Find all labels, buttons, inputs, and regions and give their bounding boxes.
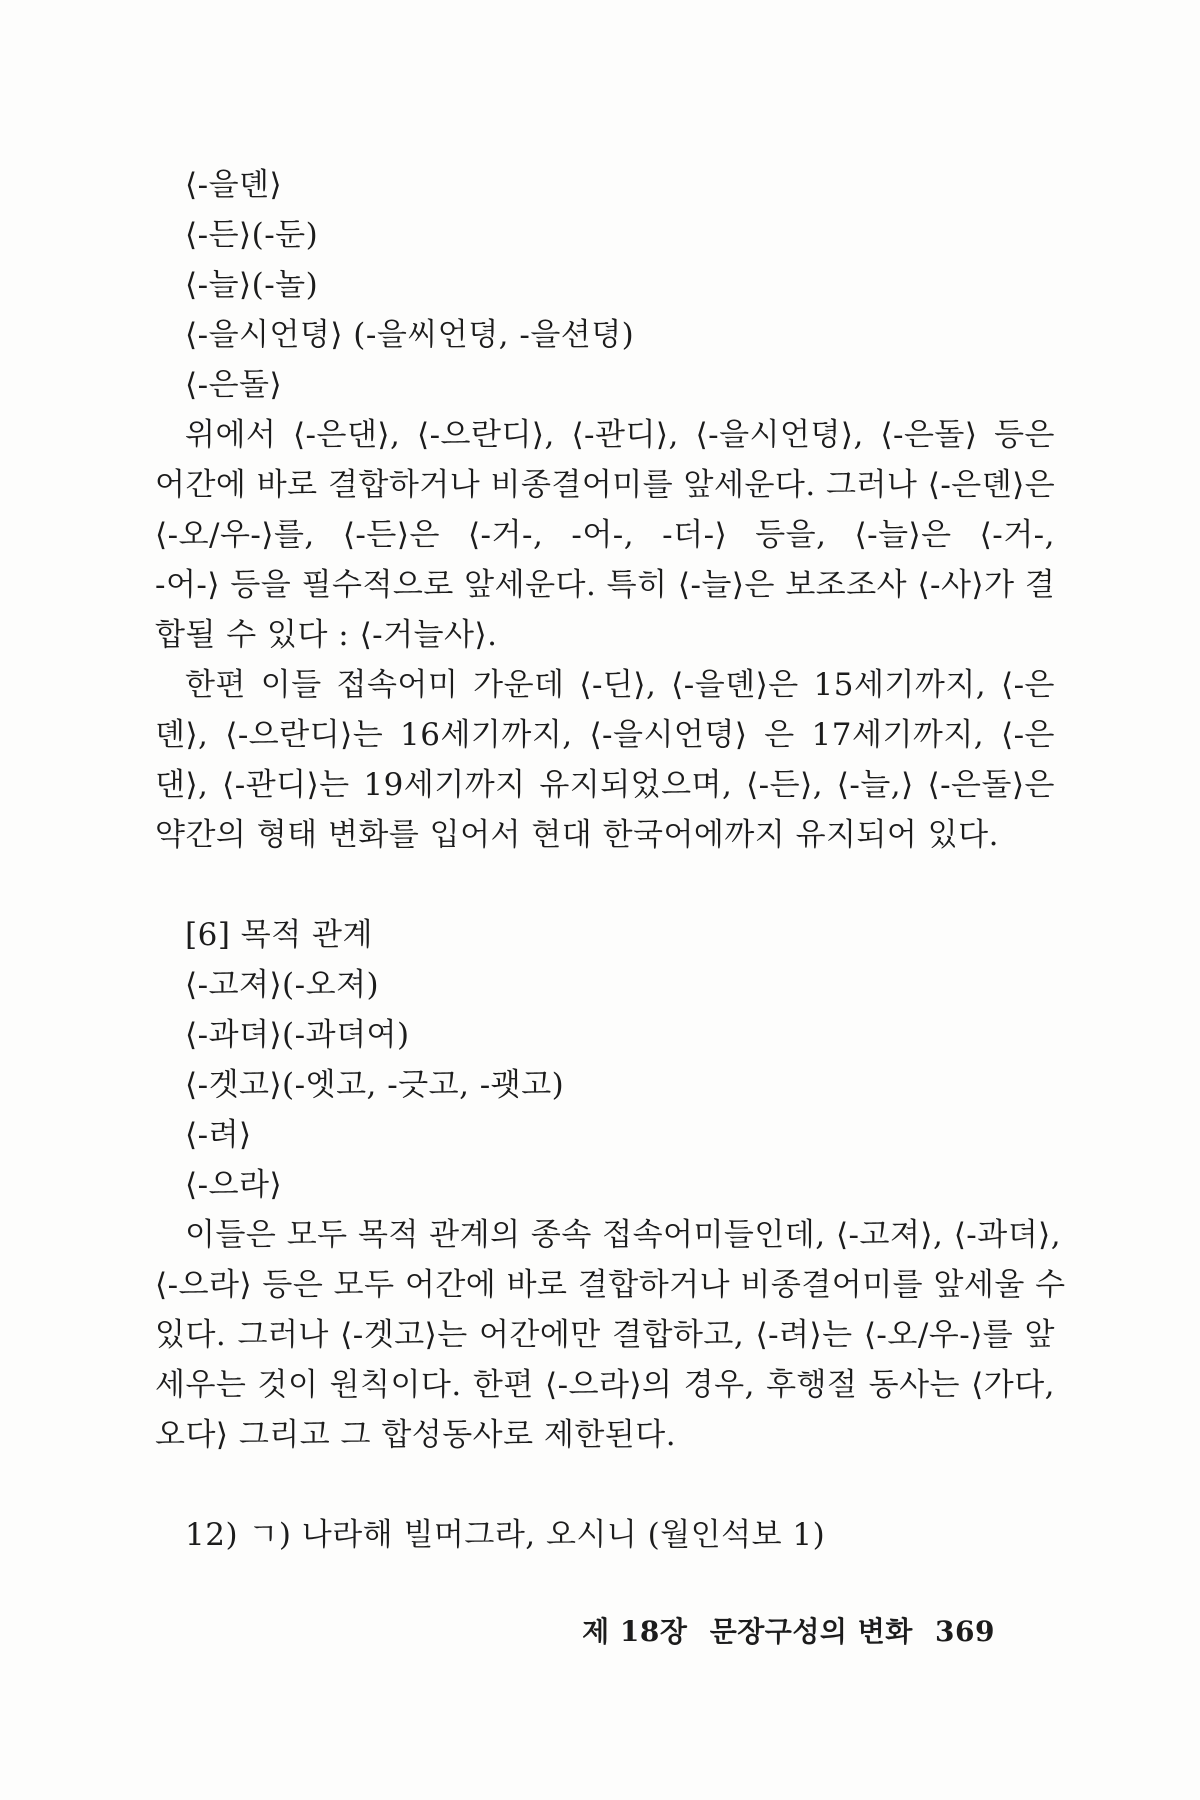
paragraph-line: 한편 이들 접속어미 가운데 ⟨-딘⟩, ⟨-을뎬⟩은 15세기까지, ⟨-은: [185, 667, 1055, 703]
paragraph-line: 댄⟩, ⟨-관디⟩는 19세기까지 유지되었으며, ⟨-든⟩, ⟨-늘,⟩ ⟨-은돌⟩은: [155, 767, 1055, 803]
ending-list-item: ⟨-든⟩(-둔): [185, 217, 319, 253]
ending-list-item: ⟨-려⟩: [185, 1117, 252, 1153]
paragraph-line: 약간의 형태 변화를 입어서 현대 한국어에까지 유지되어 있다.: [155, 817, 999, 853]
body-text: [155, 160, 1066, 1560]
ending-list-item: ⟨-으라⟩: [185, 1167, 283, 1203]
ending-list-item: ⟨-을뎬⟩: [185, 167, 283, 203]
paragraph-line: 세우는 것이 원칙이다. 한편 ⟨-으라⟩의 경우, 후행절 동사는 ⟨가다,: [155, 1367, 1055, 1403]
ending-list-item: ⟨-은돌⟩: [185, 367, 283, 403]
ending-list-item: ⟨-겟고⟩(-엣고, -긋고, -괫고): [185, 1067, 565, 1103]
paragraph-line: 어간에 바로 결합하거나 비종결어미를 앞세운다. 그러나 ⟨-은뎬⟩은: [155, 467, 1056, 503]
paragraph-line: 위에서 ⟨-은댄⟩, ⟨-으란디⟩, ⟨-관디⟩, ⟨-을시언뎡⟩, ⟨-은돌⟩ 등은: [185, 417, 1055, 453]
chapter-title: 문장구성의 변화: [709, 1615, 913, 1648]
paragraph-line: ⟨-오/우-⟩를, ⟨-든⟩은 ⟨-거-, -어-, -더-⟩ 등을, ⟨-늘⟩은 ⟨-거-,: [155, 517, 1055, 553]
paragraph-line: -어-⟩ 등을 필수적으로 앞세운다. 특히 ⟨-늘⟩은 보조조사 ⟨-사⟩가 결: [155, 567, 1056, 603]
paragraph-line: 합될 수 있다 : ⟨-거늘사⟩.: [155, 617, 498, 653]
section-heading: [6] 목적 관계: [185, 917, 373, 953]
spacer: [155, 860, 1055, 910]
paragraph-line: ⟨-으라⟩ 등은 모두 어간에 바로 결합하거나 비종결어미를 앞세울 수: [155, 1267, 1066, 1303]
ending-list-item: ⟨-을시언뎡⟩ (-을씨언뎡, -을션뎡): [185, 317, 635, 353]
paragraph-line: 오다⟩ 그리고 그 합성동사로 제한된다.: [155, 1417, 677, 1453]
chapter-label: 제 18장: [582, 1615, 688, 1648]
paragraph-line: 뎬⟩, ⟨-으란디⟩는 16세기까지, ⟨-을시언뎡⟩ 은 17세기까지, ⟨-은: [155, 717, 1055, 753]
ending-list-item: ⟨-늘⟩(-놀): [185, 267, 319, 303]
ending-list-item: ⟨-과뎌⟩(-과뎌여): [185, 1017, 410, 1053]
ending-list-item: ⟨-고져⟩(-오져): [185, 967, 380, 1003]
paragraph-line: 있다. 그러나 ⟨-겟고⟩는 어간에만 결합하고, ⟨-려⟩는 ⟨-오/우-⟩를 앞: [155, 1317, 1055, 1353]
running-footer: [570, 1610, 995, 1650]
spacer: [155, 1460, 1055, 1510]
example-sentence: 12) ㄱ) 나라해 빌머그라, 오시니 (월인석보 1): [185, 1517, 826, 1553]
paragraph-line: 이들은 모두 목적 관계의 종속 접속어미들인데, ⟨-고져⟩, ⟨-과뎌⟩,: [185, 1217, 1062, 1253]
page-number: 369: [935, 1615, 995, 1648]
